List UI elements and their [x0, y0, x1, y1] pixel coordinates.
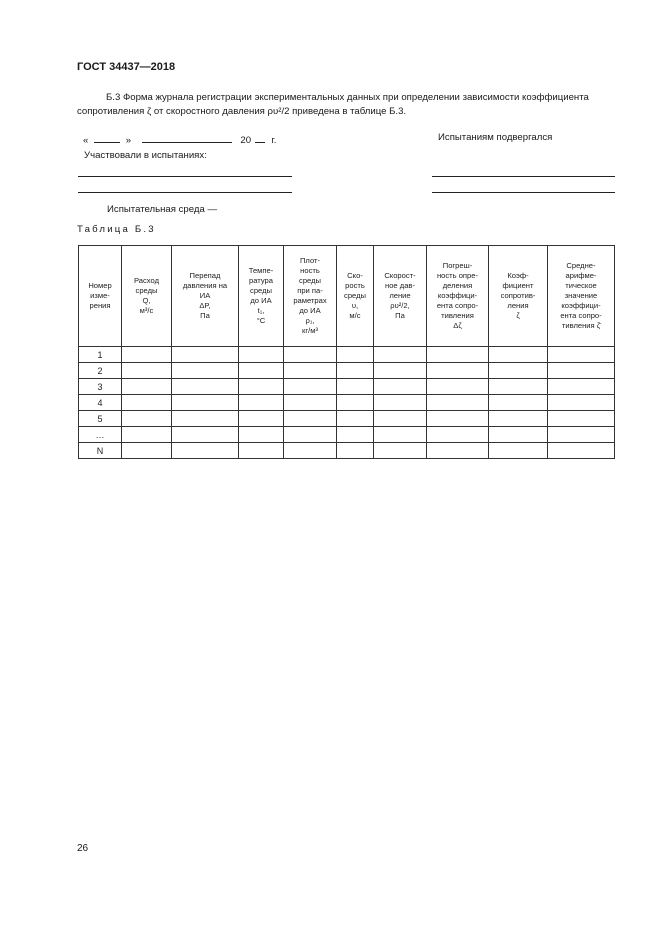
column-header-line: ное дав-	[385, 281, 415, 290]
column-header-line: деления	[442, 281, 473, 290]
table-caption: Таблица Б.3	[77, 224, 156, 235]
empty-cell	[374, 347, 427, 363]
empty-cell	[284, 395, 337, 411]
year-prefix: 20	[240, 135, 252, 146]
column-header-line: ИА	[199, 291, 211, 300]
column-header-line: до ИА	[250, 296, 272, 305]
empty-cell	[337, 347, 374, 363]
column-header-line: среды	[250, 286, 272, 295]
column-header-line: ратура	[248, 276, 273, 285]
empty-cell	[172, 379, 239, 395]
column-header-line: t₁,	[257, 306, 265, 315]
empty-cell	[172, 395, 239, 411]
empty-cell	[239, 411, 284, 427]
year-suffix: г.	[271, 135, 277, 146]
empty-cell	[122, 347, 172, 363]
column-header-line: ента сопро-	[436, 301, 479, 310]
empty-cell	[489, 379, 548, 395]
intro-paragraph	[77, 91, 617, 119]
column-header-line: давления на	[182, 281, 228, 290]
empty-cell	[239, 363, 284, 379]
table-row	[79, 379, 615, 395]
column-header-line: рость	[345, 281, 365, 290]
empty-cell	[284, 411, 337, 427]
column-header-line: при па-	[297, 286, 323, 295]
column-header-line: Расход	[133, 276, 160, 285]
empty-cell	[548, 363, 615, 379]
empty-cell	[427, 379, 489, 395]
empty-cell	[374, 395, 427, 411]
empty-cell	[489, 427, 548, 443]
column-header-line: υ,	[351, 301, 359, 310]
empty-cell	[548, 347, 615, 363]
column-header-5	[284, 246, 337, 347]
column-header-line: тивления	[441, 311, 474, 320]
column-header-9	[489, 246, 548, 347]
empty-cell	[374, 443, 427, 459]
empty-cell	[548, 379, 615, 395]
empty-cell	[239, 427, 284, 443]
empty-cell	[427, 443, 489, 459]
column-header-2	[122, 246, 172, 347]
tested-line-1	[432, 176, 615, 177]
column-header-line: Q,	[142, 296, 151, 305]
column-header-line: ление	[389, 291, 411, 300]
column-header-line: до ИА	[299, 306, 321, 315]
column-header-3	[172, 246, 239, 347]
column-header-line: м³/с	[139, 306, 154, 315]
column-header-line: среды	[299, 276, 321, 285]
empty-cell	[284, 363, 337, 379]
empty-cell	[489, 347, 548, 363]
column-header-line: раметрах	[293, 296, 327, 305]
page-number: 26	[77, 843, 89, 854]
participants-label: Участвовали в испытаниях:	[84, 150, 207, 161]
empty-cell	[548, 443, 615, 459]
column-header-line: Коэф-	[507, 271, 529, 280]
data-table	[78, 245, 615, 459]
column-header-line: м/с	[349, 311, 361, 320]
column-header-8	[427, 246, 489, 347]
row-number-cell: 3	[79, 379, 122, 395]
month-blank	[142, 132, 232, 143]
year-blank	[255, 132, 265, 143]
table-row	[79, 363, 615, 379]
empty-cell	[122, 395, 172, 411]
table-row	[79, 443, 615, 459]
table-row	[79, 395, 615, 411]
column-header-line: арифме-	[565, 271, 597, 280]
column-header-line: Погреш-	[442, 261, 473, 270]
column-header-line: Па	[395, 311, 405, 320]
open-quote: «	[83, 135, 89, 146]
column-header-line: ζ	[516, 311, 520, 320]
day-blank	[94, 132, 120, 143]
empty-cell	[548, 427, 615, 443]
column-header-line: Номер	[88, 281, 112, 290]
column-header-line: ления	[507, 301, 529, 310]
column-header-line: коэффици-	[437, 291, 478, 300]
row-number-cell: …	[79, 427, 122, 443]
empty-cell	[374, 411, 427, 427]
table-row	[79, 411, 615, 427]
empty-cell	[172, 363, 239, 379]
column-header-line: ρυ²/2,	[390, 301, 410, 310]
column-header-7	[374, 246, 427, 347]
empty-cell	[172, 443, 239, 459]
empty-cell	[548, 411, 615, 427]
column-header-line: фициент	[502, 281, 534, 290]
empty-cell	[172, 411, 239, 427]
column-header-line: сопротив-	[500, 291, 536, 300]
column-header-line: Ско-	[347, 271, 363, 280]
row-number-cell: N	[79, 443, 122, 459]
column-header-line: коэффици-	[561, 301, 601, 310]
participant-line-2	[78, 192, 292, 193]
column-header-line: ΔP,	[199, 301, 211, 310]
empty-cell	[337, 443, 374, 459]
empty-cell	[427, 411, 489, 427]
empty-cell	[284, 443, 337, 459]
empty-cell	[284, 379, 337, 395]
empty-cell	[122, 411, 172, 427]
date-line	[83, 132, 276, 146]
column-header-line: среды	[344, 291, 366, 300]
empty-cell	[489, 395, 548, 411]
column-header-line: среды	[135, 286, 158, 295]
column-header-line: тическое	[565, 281, 597, 290]
empty-cell	[427, 363, 489, 379]
column-header-line: °C	[256, 316, 266, 325]
column-header-line: значение	[564, 291, 598, 300]
column-header-1	[79, 246, 122, 347]
tested-label: Испытаниям подвергался	[438, 132, 553, 143]
empty-cell	[374, 427, 427, 443]
column-header-line: ность опре-	[436, 271, 479, 280]
test-medium-label: Испытательная среда —	[107, 204, 218, 215]
empty-cell	[337, 363, 374, 379]
column-header-line: ность	[300, 266, 320, 275]
row-number-cell: 4	[79, 395, 122, 411]
empty-cell	[239, 379, 284, 395]
empty-cell	[427, 427, 489, 443]
column-header-10	[548, 246, 615, 347]
column-header-line: Средне-	[566, 261, 596, 270]
table-row	[79, 427, 615, 443]
empty-cell	[489, 411, 548, 427]
row-number-cell: 1	[79, 347, 122, 363]
empty-cell	[427, 347, 489, 363]
column-header-line: ρ₁,	[305, 316, 315, 325]
empty-cell	[122, 379, 172, 395]
column-header-line: кг/м³	[302, 326, 318, 335]
column-header-line: рения	[89, 301, 111, 310]
empty-cell	[172, 427, 239, 443]
column-header-line: Скорост-	[384, 271, 416, 280]
tested-line-2	[432, 192, 615, 193]
empty-cell	[374, 363, 427, 379]
column-header-line: Плот-	[299, 256, 321, 265]
row-number-cell: 2	[79, 363, 122, 379]
empty-cell	[122, 443, 172, 459]
empty-cell	[239, 395, 284, 411]
empty-cell	[374, 379, 427, 395]
table-row	[79, 347, 615, 363]
column-header-line: Перепад	[189, 271, 221, 280]
empty-cell	[284, 427, 337, 443]
column-header-line: ента сопро-	[560, 311, 602, 320]
intro-text: Б.3 Форма журнала регистрации экспериментальных данных при определении зависимости коэффициента сопротивления ζ от скоростного давления ρυ²/2 приведена в таблице Б.3.	[77, 92, 589, 117]
participant-line-1	[78, 176, 292, 177]
empty-cell	[239, 347, 284, 363]
empty-cell	[337, 427, 374, 443]
empty-cell	[489, 363, 548, 379]
table-header-row	[79, 246, 615, 347]
row-number-cell: 5	[79, 411, 122, 427]
empty-cell	[337, 411, 374, 427]
column-header-line: Темпе-	[248, 266, 274, 275]
document-code: ГОСТ 34437—2018	[77, 61, 176, 73]
column-header-line: тивления ζ̄	[561, 321, 601, 330]
column-header-6	[337, 246, 374, 347]
empty-cell	[284, 347, 337, 363]
empty-cell	[489, 443, 548, 459]
empty-cell	[427, 395, 489, 411]
empty-cell	[122, 363, 172, 379]
column-header-line: изме-	[90, 291, 110, 300]
empty-cell	[337, 379, 374, 395]
column-header-4	[239, 246, 284, 347]
empty-cell	[239, 443, 284, 459]
column-header-line: Па	[200, 311, 210, 320]
empty-cell	[548, 395, 615, 411]
empty-cell	[172, 347, 239, 363]
empty-cell	[122, 427, 172, 443]
column-header-line: Δζ	[453, 321, 462, 330]
empty-cell	[337, 395, 374, 411]
close-quote: »	[125, 135, 132, 146]
